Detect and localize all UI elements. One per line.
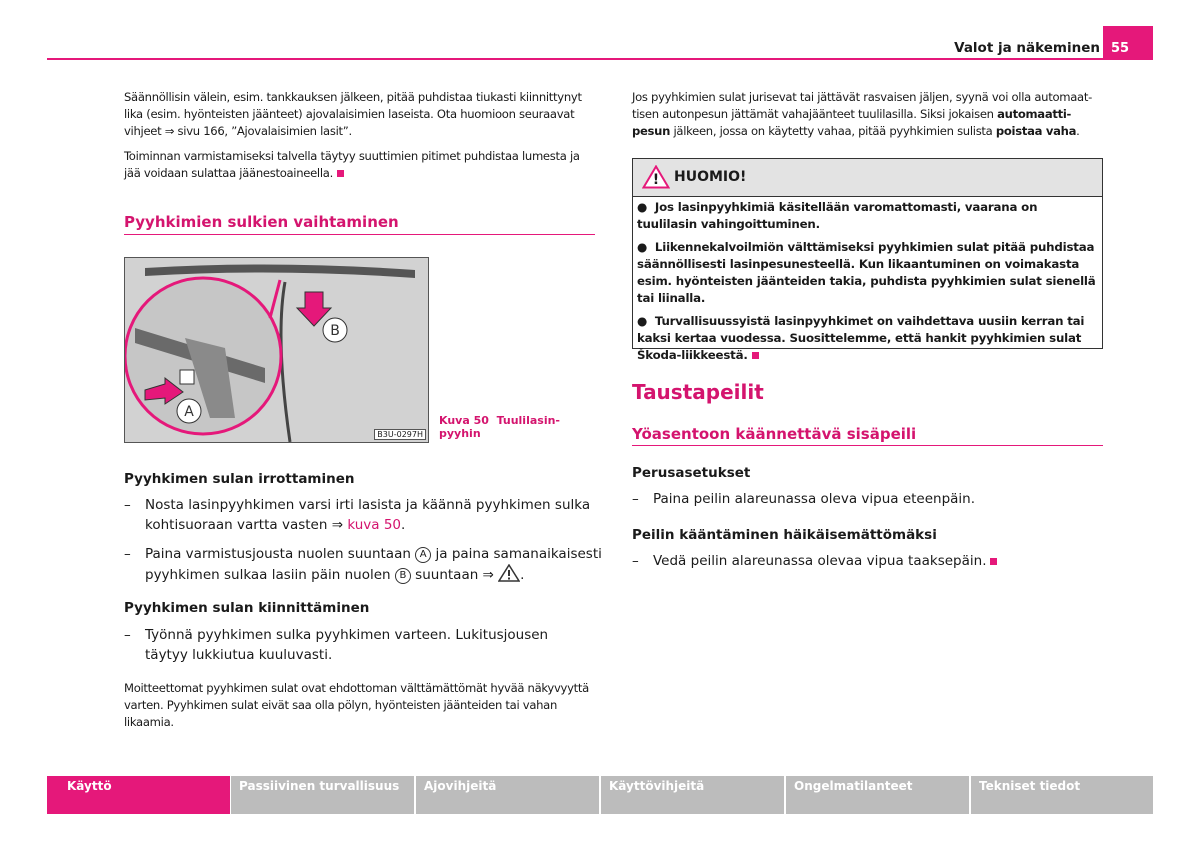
period: . — [401, 517, 406, 533]
warning-triangle-icon — [498, 564, 520, 582]
wax-bold1: automaatti- — [997, 107, 1072, 121]
nav-tab-passive-safety[interactable]: Passiivinen turvallisuus — [231, 776, 414, 814]
remove-step-2-part4: suuntaan ⇒ — [415, 567, 494, 583]
dash: – — [632, 553, 639, 569]
figure-link[interactable]: kuva 50 — [347, 517, 402, 533]
warning-title: HUOMIO! — [674, 169, 747, 185]
wax-line1: Jos pyyhkimien sulat jurisevat tai jättävät rasvaisen jäljen, syynä voi olla automaat- — [632, 90, 1092, 104]
basic-heading: Perusasetukset — [632, 465, 751, 481]
caption-label: Kuva 50 — [439, 414, 489, 427]
warning-header — [633, 159, 1102, 197]
remove-step-2-part3: pyyhkimen sulkaa lasiin päin nuolen — [145, 567, 391, 583]
nav-tab-technical-data[interactable]: Tekniset tiedot — [971, 776, 1153, 814]
wax-bold2: pesun — [632, 124, 671, 138]
wiper-figure — [124, 257, 429, 443]
marker-b-inline: B — [395, 568, 411, 584]
mirrors-title: Taustapeilit — [632, 380, 764, 404]
antiglare-heading: Peilin kääntäminen häikäisemättömäksi — [632, 527, 937, 543]
remove-step-1-line2: kohtisuoraan vartta vasten ⇒ — [145, 517, 344, 533]
remove-heading: Pyyhkimen sulan irrottaminen — [124, 471, 355, 487]
wiper-illustration — [125, 258, 428, 442]
wax-line2: tisen autonpesun jättämät vahajäänteet tuulilasilla. Siksi jokaisen — [632, 107, 994, 121]
remove-step-2 — [124, 544, 604, 585]
dash: – — [124, 546, 131, 562]
header-rule — [47, 58, 1153, 60]
basic-step-text: Paina peilin alareunassa oleva vipua eteenpäin. — [653, 491, 976, 507]
marker-a-inline: A — [415, 547, 431, 563]
nav-tab-usage-tips[interactable]: Käyttövihjeitä — [601, 776, 784, 814]
antiglare-step-text: Vedä peilin alareunassa olevaa vipua taaksepäin. — [653, 553, 987, 569]
attach-heading: Pyyhkimen sulan kiinnittäminen — [124, 600, 370, 616]
antiglare-step — [632, 551, 1102, 571]
warning-item: ● Turvallisuussyistä lasinpyyhkimet on vaihdettava uusiin kerran tai kaksi kertaa vuodessa. Suosittelemme, että hankit pyyhkimien sulat Škoda-liikkeestä. — [637, 314, 1085, 362]
mirror-subtitle: Yöasentoon käännettävä sisäpeili — [632, 425, 917, 443]
remove-step-2-part1: Paina varmistusjousta nuolen suuntaan — [145, 546, 411, 562]
warning-item: ● Liikennekalvoilmiön välttämiseksi pyyhkimien sulat pitää puhdistaa säännöllisesti lasinpesunesteellä. Kun likaantuminen on voimakasta esim. hyönteisten jäänteiden takia, puhdista pyyhkimien sulat sienellä tai liinalla. — [637, 240, 1096, 305]
winter-paragraph — [124, 148, 596, 182]
nav-tab-driving-tips[interactable]: Ajovihjeitä — [416, 776, 599, 814]
caption-line2: pyyhin — [439, 427, 481, 440]
section-rule — [124, 234, 595, 235]
wax-paragraph — [632, 89, 1108, 140]
period: . — [520, 567, 525, 583]
remove-step-1 — [124, 495, 604, 535]
warning-box — [632, 158, 1103, 362]
wax-bold3: poistaa vaha — [995, 124, 1077, 138]
caption-line1: Tuulilasin- — [496, 414, 560, 427]
warning-item-text: Liikennekalvoilmiön välttämiseksi pyyhkimien sulat pitää puhdistaa säännöllisesti lasinpesunesteellä. Kun likaantuminen on voimakasta esim. hyönteisten jäänteiden takia, puhdista pyyhkimien sulat sienellä tai liinalla. — [637, 240, 1096, 305]
figure-caption — [439, 414, 560, 440]
marker-a: A — [184, 404, 194, 420]
end-marker — [752, 352, 759, 359]
dash: – — [124, 627, 131, 643]
dash: – — [124, 497, 131, 513]
dash: – — [632, 491, 639, 507]
intro-paragraph: Säännöllisin välein, esim. tankkauksen jälkeen, pitää puhdistaa tiukasti kiinnittynyt lika (esim. hyönteisten jäänteet) ajovalaisimien laseista. Ota huomioon seuraavat vihjeet ⇒ sivu 166, ”Ajovalaisimien lasit”. — [124, 90, 582, 138]
warning-icon-glyph: ! — [652, 172, 660, 188]
warning-item-text: Jos lasinpyyhkimiä käsitellään varomattomasti, vaarana on tuulilasin vahingoittuminen. — [637, 200, 1038, 231]
note-paragraph: Moitteettomat pyyhkimen sulat ovat ehdottoman välttämättömät hyvää näkyvyyttä varten. Pyyhkimen sulat eivät saa olla pölyn, hyönteisten jäänteiden tai vahan likaamia. — [124, 681, 589, 729]
marker-b: B — [330, 323, 340, 339]
warning-item-text: Turvallisuussyistä lasinpyyhkimet on vaihdettava uusiin kerran tai kaksi kertaa vuodessa. Suosittelemme, että hankit pyyhkimien sulat Škoda-liikkeestä. — [637, 314, 1085, 362]
subtitle-rule — [632, 445, 1103, 446]
end-marker — [990, 558, 997, 565]
basic-step — [632, 489, 1102, 509]
section-title-wiper: Pyyhkimien sulkien vaihtaminen — [124, 213, 399, 231]
chapter-title: Valot ja näkeminen — [954, 40, 1100, 56]
attach-step-1-text: Työnnä pyyhkimen sulka pyyhkimen varteen. Lukitusjousen täytyy lukkiutua kuuluvasti. — [145, 627, 549, 663]
remove-step-2-part2: ja paina samanaikaisesti — [435, 546, 602, 562]
end-marker — [337, 170, 344, 177]
winter-text: Toiminnan varmistamiseksi talvella täytyy suuttimien pitimet puhdistaa lumesta ja jää voidaan sulattaa jäänestoaineella. — [124, 149, 580, 180]
wax-line3: jälkeen, jossa on käytetty vahaa, pitää pyyhkimien sulista — [673, 124, 993, 138]
nav-tab-problems[interactable]: Ongelmatilanteet — [786, 776, 969, 814]
remove-step-1-line1: Nosta lasinpyyhkimen varsi irti lasista ja käännä pyyhkimen sulka — [145, 497, 591, 513]
attach-step-1 — [124, 625, 594, 665]
page-number: 55 — [1103, 26, 1153, 60]
nav-tab-kaytto[interactable]: Käyttö — [47, 776, 230, 814]
period: . — [1076, 124, 1080, 138]
warning-icon — [642, 165, 670, 189]
warning-item: ● Jos lasinpyyhkimiä käsitellään varomattomasti, vaarana on tuulilasin vahingoittuminen. — [637, 200, 1038, 231]
figure-code: B3U-0297H — [374, 429, 426, 440]
